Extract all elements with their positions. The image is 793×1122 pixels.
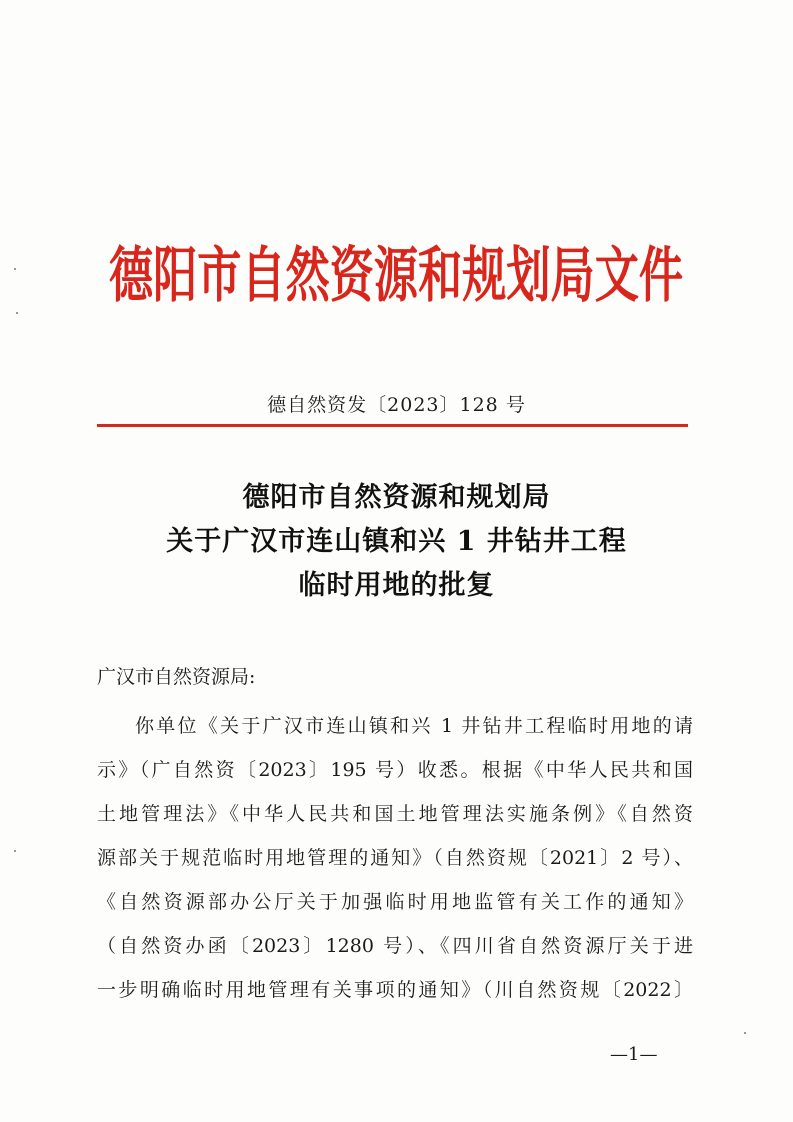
masthead-svg [0,222,793,312]
document-body [97,660,693,1012]
scan-speck [744,1032,746,1034]
red-separator-line [97,424,688,427]
masthead-title: 德阳市自然资源和规划局文件 [109,241,683,311]
masthead [0,222,793,312]
body-line-1: 你单位《关于广汉市连山镇和兴 1 井钻井工程临时用地的请 [135,715,693,737]
title-line-2: 关于广汉市连山镇和兴 1 井钻井工程 [166,526,627,557]
body-line-5: 《自然资源部办公厅关于加强临时用地监管有关工作的通知》 [97,891,693,913]
scan-speck [14,268,16,270]
body-line-6: （自然资办函〔2023〕1280 号）、《四川省自然资源厅关于进 [97,935,693,957]
document-title [0,476,793,608]
body-line-3: 土地管理法》《中华人民共和国土地管理法实施条例》《自然资 [97,803,693,825]
body-line-7: 一步明确临时用地管理有关事项的通知》（川自然资规〔2022〕 [97,979,693,1001]
body-line-2: 示》（广自然资〔2023〕195 号）收悉。根据《中华人民共和国 [97,759,693,781]
scan-speck [16,312,18,314]
document-number: 德自然资发〔2023〕128 号 [267,394,526,416]
title-line-1: 德阳市自然资源和规划局 [242,482,551,513]
salutation: 广汉市自然资源局: [97,666,256,688]
body-line-4: 源部关于规范临时用地管理的通知》（自然资规〔2021〕2 号）、 [97,847,693,869]
page-number: —1— [610,1044,658,1065]
scan-speck [14,850,16,852]
title-line-3: 临时用地的批复 [298,570,495,601]
